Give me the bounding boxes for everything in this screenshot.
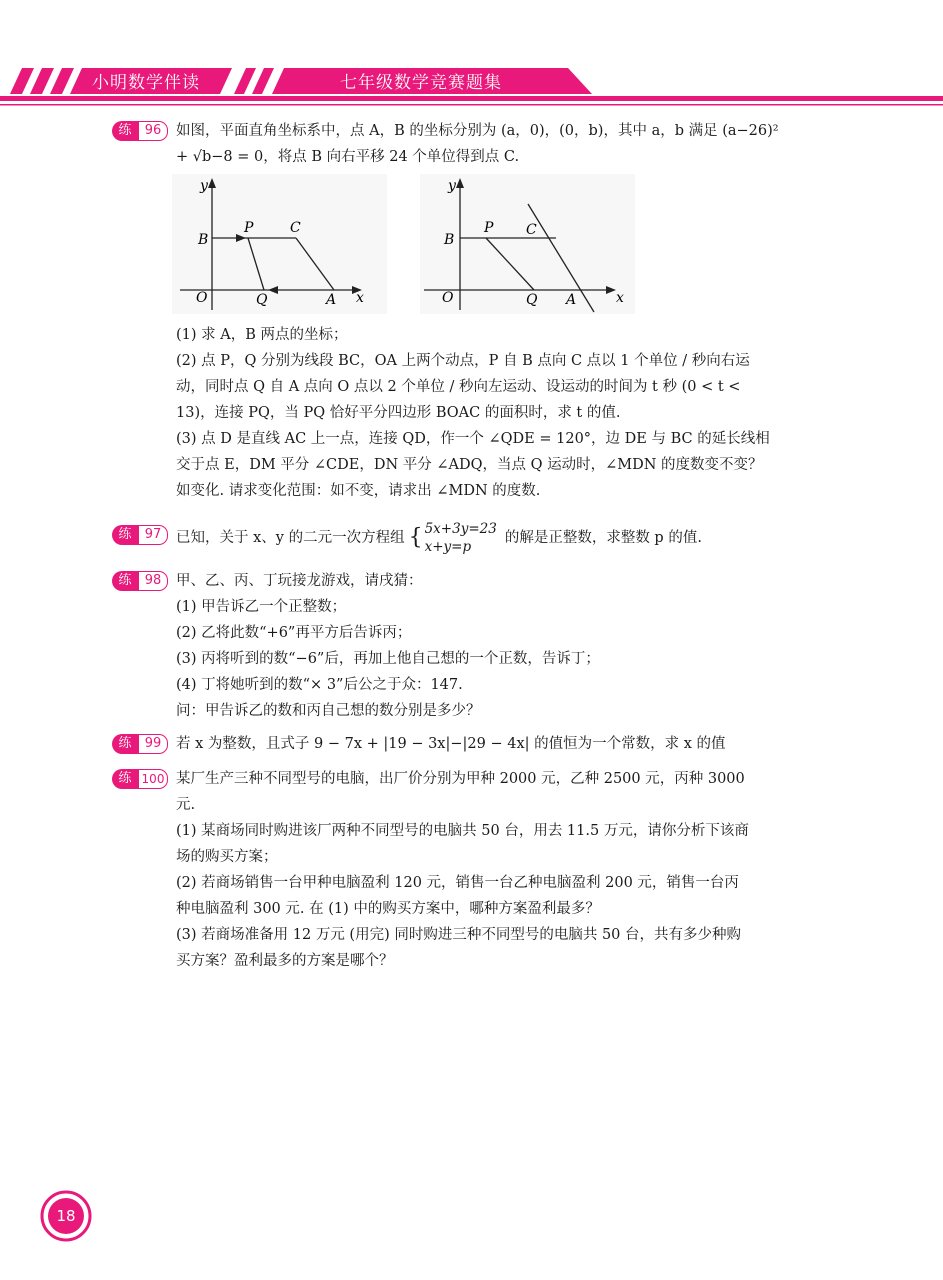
label-b: B	[444, 232, 455, 248]
label-a: A	[326, 292, 337, 308]
stem-line: 元.	[176, 797, 196, 813]
part-line: 13)，连接 PQ，当 PQ 恰好平分四边形 BOAC 的面积时，求 t 的值.	[176, 405, 621, 421]
label-x: x	[356, 290, 364, 306]
header-right-title: 七年级数学竞赛题集	[340, 73, 502, 93]
stem-line: + √b−8 = 0，将点 B 向右平移 24 个单位得到点 C.	[176, 149, 520, 165]
question-tag	[112, 734, 168, 754]
question-tag	[112, 525, 168, 545]
part-line: (1) 甲告诉乙一个正整数；	[176, 599, 347, 615]
equation-2: x+y=p	[424, 539, 472, 555]
equation-1: 5x+3y=23	[424, 521, 497, 537]
stem-line: 某厂生产三种不同型号的电脑，出厂价分别为甲种 2000 元，乙种 2500 元，丙种 3000	[176, 771, 745, 787]
label-c: C	[290, 220, 301, 236]
part-line: (3) 点 D 是直线 AC 上一点，连接 QD，作一个 ∠QDE = 120°，边 DE 与 BC 的延长线相	[176, 431, 770, 447]
stem-text: 已知，关于 x、y 的二元一次方程组	[176, 530, 405, 546]
question-tag	[112, 769, 168, 789]
question-96-parts	[112, 322, 802, 504]
label-c: C	[526, 222, 537, 238]
question-96	[112, 118, 802, 170]
tag-number: 97	[138, 525, 168, 545]
tag-prefix: 练	[112, 525, 138, 545]
part-line: 动，同时点 Q 自 A 点向 O 点以 2 个单位 / 秒向左运动、设运动的时间为 t 秒 (0 < t <	[176, 379, 741, 395]
label-origin: O	[196, 290, 208, 306]
part-line: (3) 丙将听到的数“−6”后，再加上他自己想的一个正数，告诉丁；	[176, 651, 600, 667]
question-98	[112, 568, 802, 724]
question-stem	[176, 520, 802, 556]
question-97	[112, 520, 802, 556]
page-header	[0, 60, 943, 110]
part-line: (2) 点 P，Q 分别为线段 BC，OA 上两个动点，P 自 B 点向 C 点以 1 个单位 / 秒向右运	[176, 353, 750, 369]
tag-number: 96	[138, 121, 168, 141]
part-line: 场的购买方案；	[176, 849, 278, 865]
part-line: 种电脑盈利 300 元. 在 (1) 中的购买方案中，哪种方案盈利最多？	[176, 901, 600, 917]
header-left-title: 小明数学伴读	[92, 73, 200, 93]
stem-line: 如图，平面直角坐标系中，点 A，B 的坐标分别为 (a，0)，(0，b)，其中 a，b 满足 (a−26)²	[176, 123, 779, 139]
tag-prefix: 练	[112, 769, 138, 789]
label-p: P	[244, 220, 254, 236]
label-b: B	[198, 232, 209, 248]
part-line: (3) 若商场准备用 12 万元 (用完) 同时购进三种不同型号的电脑共 50 台，共有多少种购	[176, 927, 742, 943]
question-stem	[176, 568, 802, 724]
equation-system	[425, 520, 497, 556]
stem-line: 甲、乙、丙、丁玩接龙游戏，请戌猜：	[176, 573, 423, 589]
sub-question	[176, 322, 802, 504]
label-q: Q	[526, 292, 538, 308]
page-number: 18	[56, 1207, 76, 1225]
label-a: A	[566, 292, 577, 308]
coordinate-figure-left	[172, 174, 387, 314]
brace-symbol: {	[408, 525, 423, 550]
tag-prefix: 练	[112, 734, 138, 754]
part-line: 买方案？盈利最多的方案是哪个？	[176, 953, 394, 969]
part-line: 问：甲告诉乙的数和丙自己想的数分别是多少？	[176, 703, 481, 719]
label-p: P	[484, 220, 494, 236]
stem-text: 的解是正整数，求整数 p 的值.	[504, 530, 702, 546]
part-line: (2) 乙将此数“+6”再平方后告诉丙；	[176, 625, 412, 641]
question-stem	[176, 766, 802, 974]
tag-number: 98	[138, 571, 168, 591]
part-line: (1) 求 A，B 两点的坐标；	[176, 327, 348, 343]
label-q: Q	[256, 292, 268, 308]
label-y: y	[448, 178, 456, 194]
part-line: (2) 若商场销售一台甲种电脑盈利 120 元，销售一台乙种电脑盈利 200 元，销售一台丙	[176, 875, 739, 891]
part-line: 交于点 E，DM 平分 ∠CDE，DN 平分 ∠ADQ，当点 Q 运动时，∠MDN 的度数变不变？	[176, 457, 763, 473]
question-tag	[112, 571, 168, 591]
label-y: y	[200, 178, 208, 194]
question-stem	[176, 118, 802, 170]
tag-number: 99	[138, 734, 168, 754]
question-stem	[176, 731, 802, 757]
label-x: x	[616, 290, 624, 306]
label-origin: O	[442, 290, 454, 306]
tag-prefix: 练	[112, 571, 138, 591]
question-100	[112, 766, 802, 974]
page-number-badge	[40, 1190, 92, 1242]
part-line: 如变化. 请求变化范围：如不变，请求出 ∠MDN 的度数.	[176, 483, 541, 499]
tag-number: 100	[138, 769, 168, 789]
part-line: (4) 丁将她听到的数“× 3”后公之于众：147.	[176, 677, 463, 693]
coordinate-figure-right	[420, 174, 635, 314]
tag-prefix: 练	[112, 121, 138, 141]
question-99	[112, 731, 802, 757]
stem-line: 若 x 为整数，且式子 9 − 7x + |19 − 3x|−|29 − 4x| 的值恒为一个常数，求 x 的值	[176, 736, 726, 752]
part-line: (1) 某商场同时购进该厂两种不同型号的电脑共 50 台，用去 11.5 万元，请你分析下该商	[176, 823, 749, 839]
question-tag	[112, 121, 168, 141]
